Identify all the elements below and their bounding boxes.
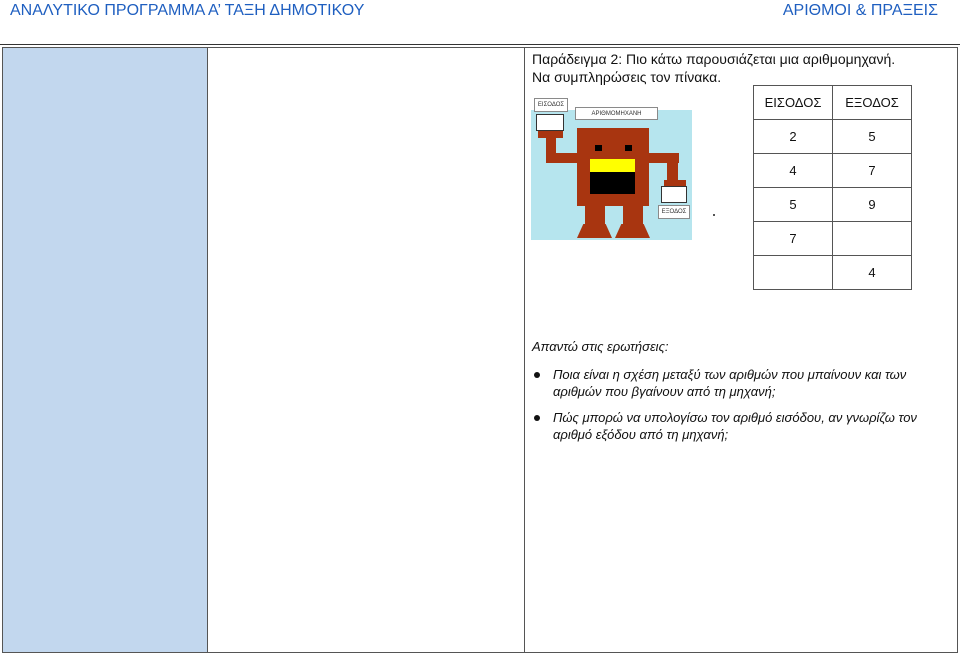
machine-eye-left	[595, 145, 602, 151]
header-divider	[0, 44, 960, 45]
question-item	[534, 366, 934, 400]
table-cell-output: 5	[833, 120, 912, 154]
machine-arm-left	[546, 153, 577, 163]
table-cell-input: 7	[754, 222, 833, 256]
table-cell-input: 2	[754, 120, 833, 154]
bullet-icon	[534, 415, 540, 421]
machine-output-label: ΕΞΟΔΟΣ	[658, 205, 690, 219]
machine-eye-right	[625, 145, 632, 151]
table-cell-input: 5	[754, 188, 833, 222]
machine-arm-left	[546, 138, 556, 153]
answer-title: Απαντώ στις ερωτήσεις:	[532, 339, 669, 354]
table-header-input: ΕΙΣΟΔΟΣ	[754, 86, 833, 120]
table-row	[754, 120, 912, 154]
machine-leg-left	[585, 206, 605, 224]
machine-arm-right	[667, 160, 678, 182]
table-header-output: ΕΞΟΔΟΣ	[833, 86, 912, 120]
table-row	[754, 188, 912, 222]
table-column-1	[2, 47, 208, 653]
question-item	[534, 409, 934, 443]
table-cell-output: 4	[833, 256, 912, 290]
machine-input-label: ΕΙΣΟΔΟΣ	[534, 98, 568, 112]
table-cell-output	[833, 222, 912, 256]
question-text: Ποια είναι η σχέση μεταξύ των αριθμών που μπαίνουν και των αριθμών που βγαίνουν από τη μηχανή;	[553, 367, 907, 399]
table-row	[754, 154, 912, 188]
machine-mouth	[590, 172, 635, 194]
page-header-topic: ΑΡΙΘΜΟΙ & ΠΡΑΞΕΙΣ	[782, 2, 938, 19]
page-header-title: ΑΝΑΛΥΤΙΚΟ ΠΡΟΓΡΑΜΜΑ Α’ ΤΑΞΗ ΔΗΜΟΤΙΚΟΥ	[10, 2, 365, 19]
table-cell-output: 7	[833, 154, 912, 188]
table-cell-input: 4	[754, 154, 833, 188]
question-text: Πώς μπορώ να υπολογίσω τον αριθμό εισόδου, αν γνωρίζω τον αριθμό εξόδου από τη μηχανή;	[553, 410, 917, 442]
machine-name-label: ΑΡΙΘΜΟΜΗΧΑΝΗ	[575, 107, 658, 120]
input-output-table	[753, 85, 912, 290]
number-machine-illustration	[531, 98, 719, 240]
table-row	[754, 222, 912, 256]
table-cell-output: 9	[833, 188, 912, 222]
table-row	[754, 256, 912, 290]
bullet-icon	[534, 372, 540, 378]
table-cell-input	[754, 256, 833, 290]
stray-dot	[713, 214, 715, 216]
machine-teeth	[590, 159, 635, 172]
table-column-2	[208, 47, 525, 653]
machine-leg-right	[623, 206, 643, 224]
machine-arm-left	[538, 131, 563, 138]
input-funnel	[536, 114, 564, 131]
example-text: Παράδειγμα 2: Πιο κάτω παρουσιάζεται μια αριθμομηχανή. Να συμπληρώσεις τον πίνακα.	[532, 51, 896, 85]
output-funnel	[661, 186, 687, 203]
